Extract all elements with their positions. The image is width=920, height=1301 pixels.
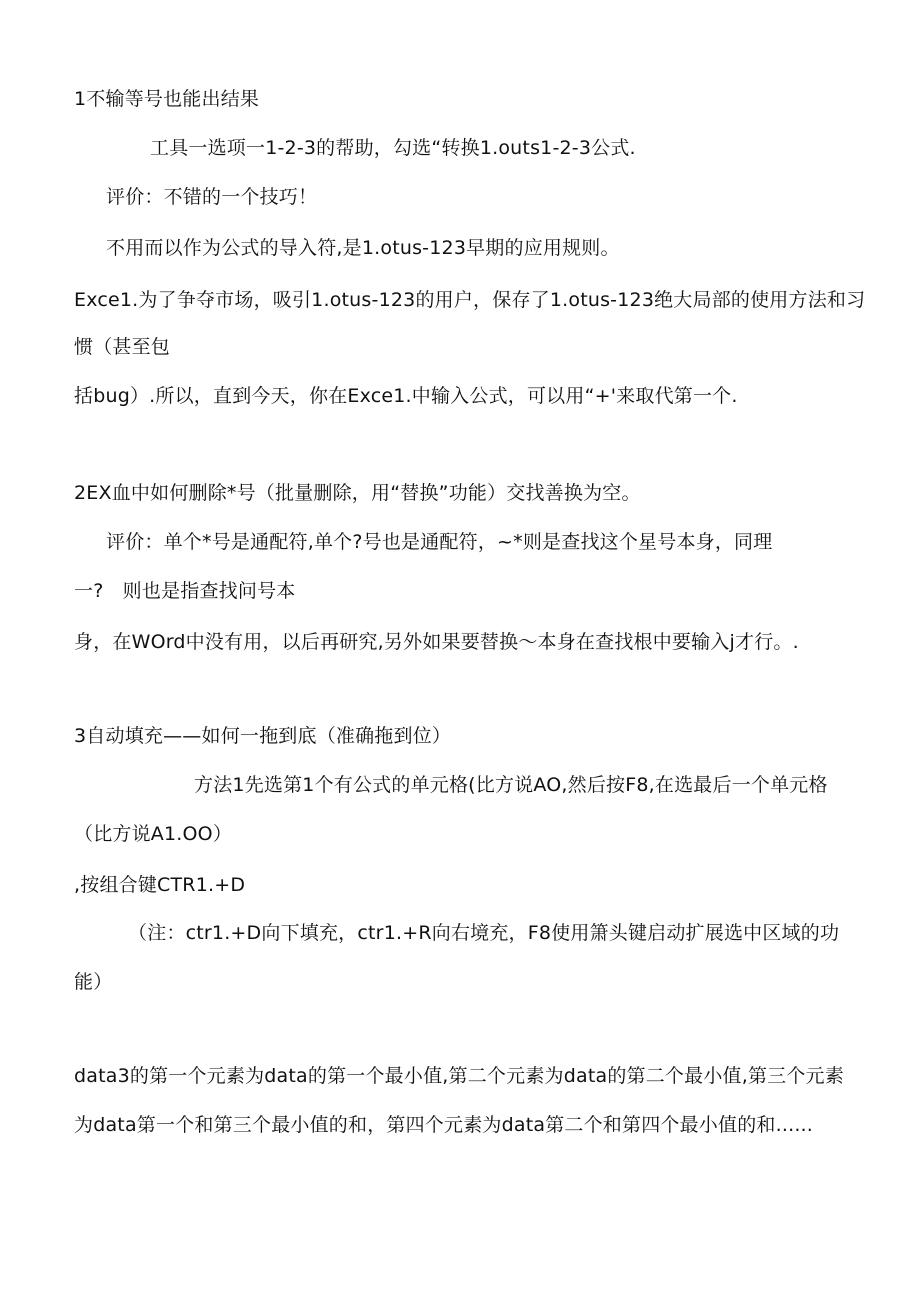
paragraph-line: 括bug）.所以，直到今天，你在Exce1.中输入公式，可以用“+'来取代第一个. xyxy=(74,385,738,407)
heading-1: 1不输等号也能出结果 xyxy=(74,88,260,110)
paragraph-line: 惯（甚至包 xyxy=(74,336,171,358)
paragraph-line: ,按组合键CTR1.+D xyxy=(74,874,246,896)
paragraph-line: 评价：单个*号是通配符,单个?号也是通配符，~*则是查找这个星号本身，同理 xyxy=(106,531,773,553)
paragraph-line: 为data第一个和第三个最小值的和，第四个元素为data第二个和第四个最小值的和...... xyxy=(74,1114,814,1136)
paragraph-line: 不用而以作为公式的导入符,是1.otus-123早期的应用规则。 xyxy=(106,237,620,259)
paragraph-line: 能） xyxy=(74,971,113,993)
paragraph-line: 工具一选项一1-2-3的帮助，勾选“转换1.outs1-2-3公式. xyxy=(150,137,636,159)
paragraph-line: Exce1.为了争夺市场，吸引1.otus-123的用户，保存了1.otus-123绝大局部的使用方法和习 xyxy=(74,289,866,311)
paragraph-line: （比方说A1.OO） xyxy=(74,823,233,845)
paragraph-line: （注：ctr1.+D向下填充，ctr1.+R向右境充，F8使用箫头键启动扩展选中区域的功 xyxy=(128,922,840,944)
paragraph-line: 方法1先选第1个有公式的单元格(比方说AO,然后按F8,在选最后一个单元格 xyxy=(194,774,828,796)
paragraph-line: 一? 则也是指查找问号本 xyxy=(74,580,296,602)
heading-2: 2EX血中如何删除*号（批量删除，用“替换”功能）交找善换为空。 xyxy=(74,482,641,504)
paragraph-line: data3的第一个元素为data的第一个最小值,第二个元素为data的第二个最小值,第三个元素 xyxy=(74,1065,844,1087)
paragraph-line: 身，在WOrd中没有用，以后再研究,另外如果要替换〜本身在查找根中要输入j才行。. xyxy=(74,631,799,653)
heading-3: 3自动填充——如何一拖到底（准确拖到位） xyxy=(74,725,452,747)
paragraph-line: 评价：不错的一个技巧！ xyxy=(106,186,318,208)
